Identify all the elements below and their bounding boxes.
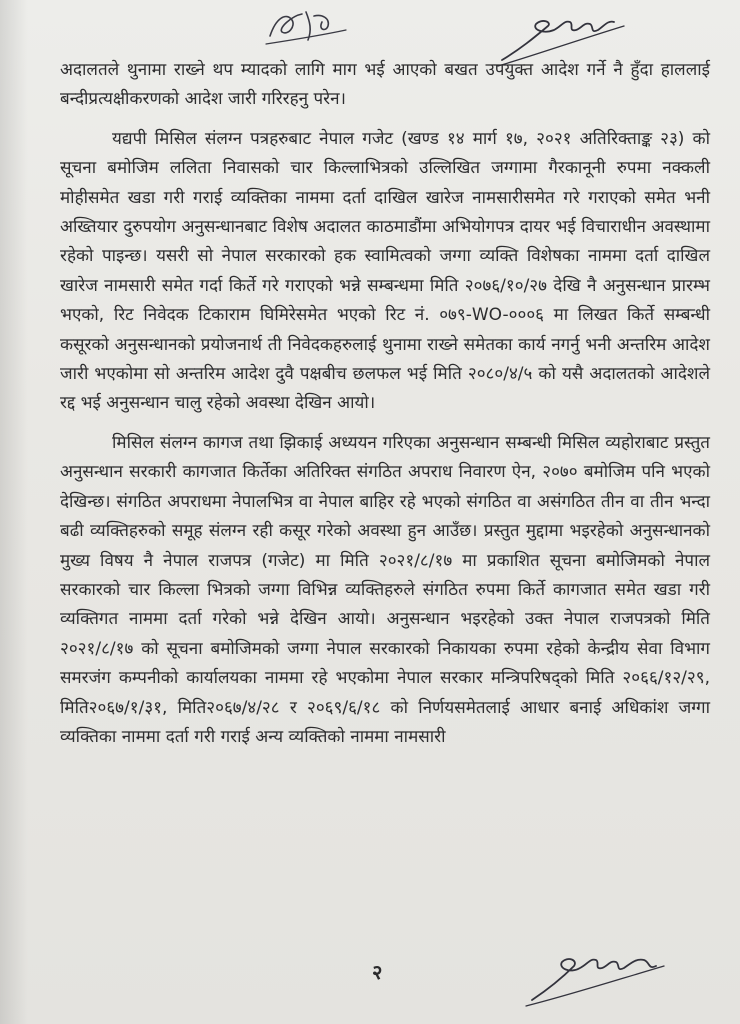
paragraph-3: मिसिल संलग्न कागज तथा झिकाई अध्ययन गरिएका अनुसन्धान सम्बन्धी मिसिल व्यहोराबाट प्रस्तुत अनुसन्धान सरकारी कागजात किर्तेका अतिरिक्त संगठित अपराध निवारण ऐन, २०७० बमोजिम पनि भएको देखिन्छ। संगठित अपराधमा नेपालभित्र वा नेपाल बाहिर रहे भएको संगठित वा असंगठित तीन वा तीन भन्दा बढी व्यक्तिहरुको समूह संलग्न रही कसूर गरेको अवस्था हुन आउँछ। प्रस्तुत मुद्दामा भइरहेको अनुसन्धानको मुख्य विषय नै नेपाल राजपत्र (गजेट) मा मिति २०२१/८/१७ मा प्रकाशित सूचना बमोजिमको नेपाल सरकारको चार किल्ला भित्रको जग्गा विभिन्न व्यक्तिहरुले संगठित रुपमा किर्ते कागजात समेत खडा गरी व्यक्तिगत नाममा दर्ता गरेको भन्ने देखिन आयो। अनुसन्धान भइरहेको उक्त नेपाल राजपत्रको मिति २०२१/८/१७ को सूचना बमोजिमको जग्गा नेपाल सरकारको निकायका रुपमा रहेको केन्द्रीय सेवा विभाग समरजंग कम्पनीको कार्यालयका नाममा रहे भएकोमा नेपाल सरकार मन्त्रिपरिषद्को मिति २०६६/१२/२९, मिति२०६७/१/३१, मिति२०६७/४/२८ र २०६९/६/१८ को निर्णयसमेतलाई आधार बनाई अधिकांश जग्गा व्यक्तिका नाममा दर्ता गरी गराई अन्य व्यक्तिको नाममा नामसारी [60,432,710,747]
paragraph-1: अदालतले थुनामा राख्ने थप म्यादको लागि माग भई आएको बखत उपयुक्त आदेश गर्ने नै हुँदा हाललाई बन्दीप्रत्यक्षीकरणको आदेश जारी गरिरहनु परेन। [60,60,710,110]
paragraph-2: यद्यपी मिसिल संलग्न पत्रहरुबाट नेपाल गजेट (खण्ड १४ मार्ग १७, २०२१ अतिरिक्ताङ्क २३) को सूचना बमोजिम ललिता निवासको चार किल्लाभित्रको उल्लिखित जग्गामा गैरकानूनी रुपमा नक्कली मोहीसमेत खडा गरी गराई व्यक्तिका नाममा दर्ता दाखिल खारेज नामसारीसमेत गरे गराएको समेत भनी अख्तियार दुरुपयोग अनुसन्धानबाट विशेष अदालत काठमाडौंमा अभियोगपत्र दायर भई विचाराधीन अवस्थामा रहेको पाइन्छ। यसरी सो नेपाल सरकारको हक स्वामित्वको जग्गा व्यक्ति विशेषका नाममा दर्ता दाखिल खारेज नामसारी समेत गर्दा किर्ते गरे गराएको भन्ने सम्बन्धमा मिति २०७६/१०/२७ देखि नै अनुसन्धान प्रारम्भ भएको, रिट निवेदक टिकाराम घिमिरेसमेत भएको रिट नं. ०७९-WO-०००६ मा लिखत किर्ते सम्बन्धी कसूरको अनुसन्धानको प्रयोजनार्थ ती निवेदकहरुलाई थुनामा राख्ने समेतका कार्य नगर्नु भनी अन्तरिम आदेश जारी भएकोमा सो अन्तरिम आदेश दुवै पक्षबीच छलफल भई मिति २०८०/४/५ को यसै अदालतको आदेशले रद्द भई अनुसन्धान चालु रहेको अवस्था देखिन आयो। [60,128,710,414]
page-number: २ [372,960,383,984]
document-body [60,56,710,762]
page-edge-shadow [0,0,28,1024]
initials-mark-top [262,6,352,48]
signature-bottom-right [520,940,670,1010]
